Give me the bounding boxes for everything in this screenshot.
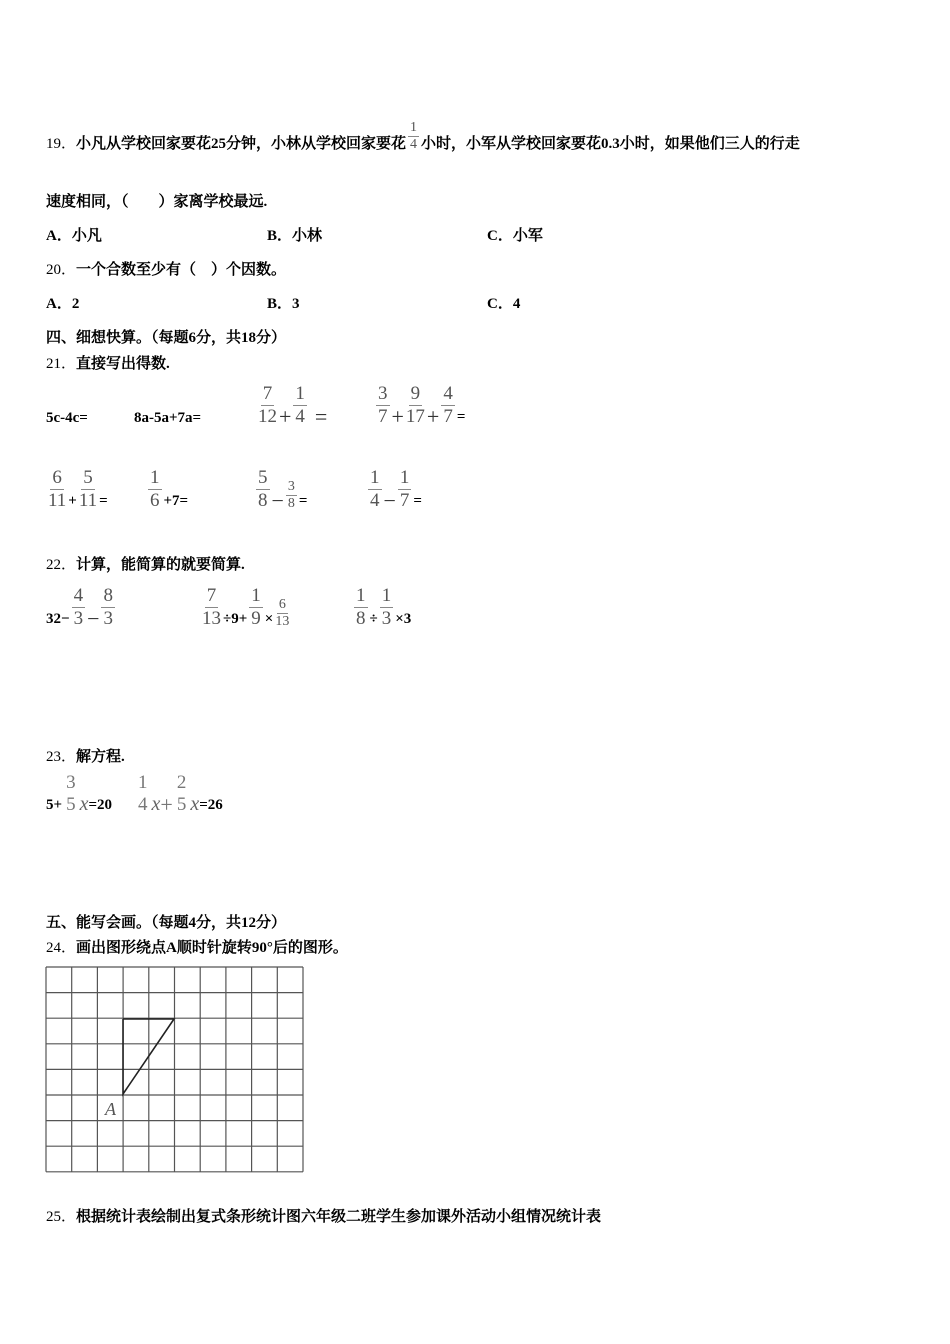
denominator: 7 bbox=[443, 406, 453, 427]
numerator: 3 bbox=[287, 479, 295, 494]
fraction bbox=[64, 772, 78, 816]
q25-text: 根据统计表绘制出复式条形统计图六年级二班学生参加课外活动小组情况统计表 bbox=[76, 1209, 602, 1225]
denominator: 4 bbox=[410, 137, 418, 152]
numerator: 3 bbox=[66, 772, 76, 793]
denominator: 3 bbox=[73, 608, 84, 629]
grid-lines bbox=[46, 967, 303, 1172]
denominator: 8 bbox=[287, 496, 295, 511]
numerator: 1 bbox=[138, 772, 148, 793]
denominator: 6 bbox=[150, 490, 160, 511]
numerator: 2 bbox=[176, 772, 187, 793]
option-a[interactable]: A．小凡 bbox=[46, 228, 102, 244]
expression: 5c-4c= bbox=[46, 410, 88, 426]
equation bbox=[134, 772, 223, 816]
variable: x bbox=[79, 793, 89, 815]
denominator: 8 bbox=[258, 490, 268, 511]
expression bbox=[254, 467, 307, 512]
term: ÷9+ bbox=[223, 611, 248, 627]
denominator: 3 bbox=[381, 608, 392, 629]
operator: + bbox=[279, 404, 292, 429]
operator: + bbox=[391, 404, 404, 429]
numerator: 1 bbox=[381, 585, 392, 606]
fraction bbox=[101, 585, 115, 630]
numerator: 3 bbox=[378, 383, 388, 404]
numerator: 5 bbox=[258, 467, 268, 488]
operator: ÷ bbox=[369, 611, 378, 627]
operator: + bbox=[426, 404, 440, 429]
fraction bbox=[441, 383, 455, 428]
q-number: 20． bbox=[46, 262, 77, 278]
numerator: 1 bbox=[150, 467, 160, 488]
denominator: 9 bbox=[251, 608, 261, 629]
denominator: 5 bbox=[176, 794, 187, 815]
term: ×3 bbox=[395, 611, 412, 627]
numerator: 5 bbox=[83, 467, 93, 488]
fraction bbox=[48, 467, 66, 512]
q19-line1 bbox=[46, 120, 800, 161]
numerator: 8 bbox=[103, 585, 113, 606]
q-number: 25． bbox=[46, 1209, 77, 1225]
q-number: 23． bbox=[46, 749, 77, 765]
q21 bbox=[46, 352, 170, 373]
q24-text: 画出图形绕点A顺时针旋转90°后的图形。 bbox=[76, 940, 348, 956]
operator: = bbox=[314, 404, 328, 429]
fraction bbox=[380, 585, 394, 630]
expression: 8a-5a+7a= bbox=[134, 410, 202, 426]
section-heading: 五、能写会画。（每题4分，共12分） bbox=[46, 915, 287, 931]
numerator: 1 bbox=[399, 467, 410, 488]
operator: = bbox=[99, 493, 108, 509]
fraction bbox=[376, 383, 390, 428]
numerator: 1 bbox=[410, 120, 418, 135]
denominator: 7 bbox=[399, 490, 410, 511]
fraction bbox=[249, 585, 263, 630]
expression bbox=[352, 585, 411, 630]
operator: + bbox=[160, 792, 173, 817]
fraction bbox=[408, 120, 419, 153]
operator: +7= bbox=[163, 493, 189, 509]
fraction bbox=[79, 467, 97, 512]
q21-text: 直接写出得数. bbox=[76, 356, 170, 372]
fraction bbox=[354, 585, 368, 630]
q22-text: 计算，能简算的就要简算. bbox=[76, 557, 245, 573]
q-number: 21． bbox=[46, 356, 77, 372]
denominator: 13 bbox=[275, 614, 290, 629]
term: =26 bbox=[199, 797, 223, 813]
denominator: 3 bbox=[103, 608, 113, 629]
fraction bbox=[256, 467, 270, 512]
numerator: 4 bbox=[443, 383, 453, 404]
denominator: 5 bbox=[66, 794, 76, 815]
operator: = bbox=[413, 493, 422, 509]
option-b[interactable]: B．小林 bbox=[267, 228, 323, 244]
fraction bbox=[368, 467, 382, 512]
numerator: 6 bbox=[52, 467, 62, 488]
numerator: 4 bbox=[73, 585, 84, 606]
fraction bbox=[202, 585, 221, 630]
denominator: 4 bbox=[370, 490, 380, 511]
q19-line2: 速度相同，（ ）家离学校最远. bbox=[46, 194, 268, 210]
variable: x bbox=[190, 793, 200, 815]
variable: x bbox=[151, 793, 161, 815]
fraction bbox=[72, 585, 86, 630]
denominator: 13 bbox=[202, 608, 221, 629]
term: 32− bbox=[46, 611, 70, 627]
numerator: 9 bbox=[410, 383, 421, 404]
operator: + bbox=[68, 493, 77, 509]
expression bbox=[256, 383, 327, 428]
option-b[interactable]: B．3 bbox=[267, 296, 300, 312]
operator: = bbox=[456, 409, 466, 425]
numerator: 7 bbox=[262, 383, 273, 404]
q22 bbox=[46, 553, 245, 574]
denominator: 12 bbox=[258, 406, 277, 427]
q20-text: 一个合数至少有（ ）个因数。 bbox=[76, 262, 287, 278]
fraction bbox=[275, 597, 289, 630]
q20 bbox=[46, 258, 286, 279]
q24 bbox=[46, 936, 348, 957]
expression bbox=[374, 383, 465, 428]
denominator: 17 bbox=[405, 406, 425, 427]
numerator: 1 bbox=[295, 383, 305, 404]
denominator: 7 bbox=[378, 406, 388, 427]
fraction bbox=[136, 772, 150, 816]
expression bbox=[366, 467, 422, 512]
fraction bbox=[258, 383, 277, 428]
numerator: 7 bbox=[206, 585, 217, 606]
operator: − bbox=[87, 606, 100, 631]
equation bbox=[46, 772, 112, 816]
fraction bbox=[406, 383, 425, 428]
operator: − bbox=[383, 488, 396, 513]
operator: × bbox=[264, 611, 274, 627]
operator: = bbox=[298, 493, 308, 509]
denominator: 4 bbox=[295, 406, 305, 427]
numerator: 1 bbox=[370, 467, 380, 488]
q19-text: 小凡从学校回家要花25分钟，小林从学校回家要花 bbox=[76, 135, 407, 152]
q-number: 24． bbox=[46, 940, 77, 956]
q23-text: 解方程. bbox=[76, 749, 125, 765]
operator: − bbox=[271, 488, 284, 513]
q25 bbox=[46, 1205, 601, 1226]
expression bbox=[200, 585, 291, 630]
denominator: 11 bbox=[78, 490, 98, 511]
section-heading: 四、细想快算。（每题6分，共18分） bbox=[46, 330, 287, 346]
option-c[interactable]: C．4 bbox=[487, 296, 521, 312]
denominator: 8 bbox=[356, 608, 366, 629]
q19-text-b: 小时，小军从学校回家要花0.3小时，如果他们三人的行走 bbox=[421, 135, 800, 152]
term: 5+ bbox=[46, 797, 63, 813]
grid-figure bbox=[44, 965, 308, 1177]
option-c[interactable]: C．小军 bbox=[487, 228, 543, 244]
q-number: 22． bbox=[46, 557, 77, 573]
numerator: 1 bbox=[251, 585, 261, 606]
expression bbox=[146, 467, 188, 512]
denominator: 11 bbox=[48, 490, 67, 511]
denominator: 4 bbox=[138, 794, 148, 815]
fraction bbox=[175, 772, 189, 816]
q23 bbox=[46, 745, 125, 766]
expression bbox=[46, 467, 108, 512]
expression bbox=[46, 585, 117, 630]
option-a[interactable]: A．2 bbox=[46, 296, 80, 312]
point-a-label: A bbox=[105, 1099, 116, 1119]
term: =20 bbox=[88, 797, 113, 813]
fraction bbox=[148, 467, 162, 512]
numerator: 1 bbox=[356, 585, 366, 606]
numerator: 6 bbox=[278, 597, 286, 612]
fraction bbox=[293, 383, 307, 428]
fraction bbox=[398, 467, 412, 512]
fraction bbox=[286, 479, 297, 512]
q-number: 19． bbox=[46, 135, 77, 152]
